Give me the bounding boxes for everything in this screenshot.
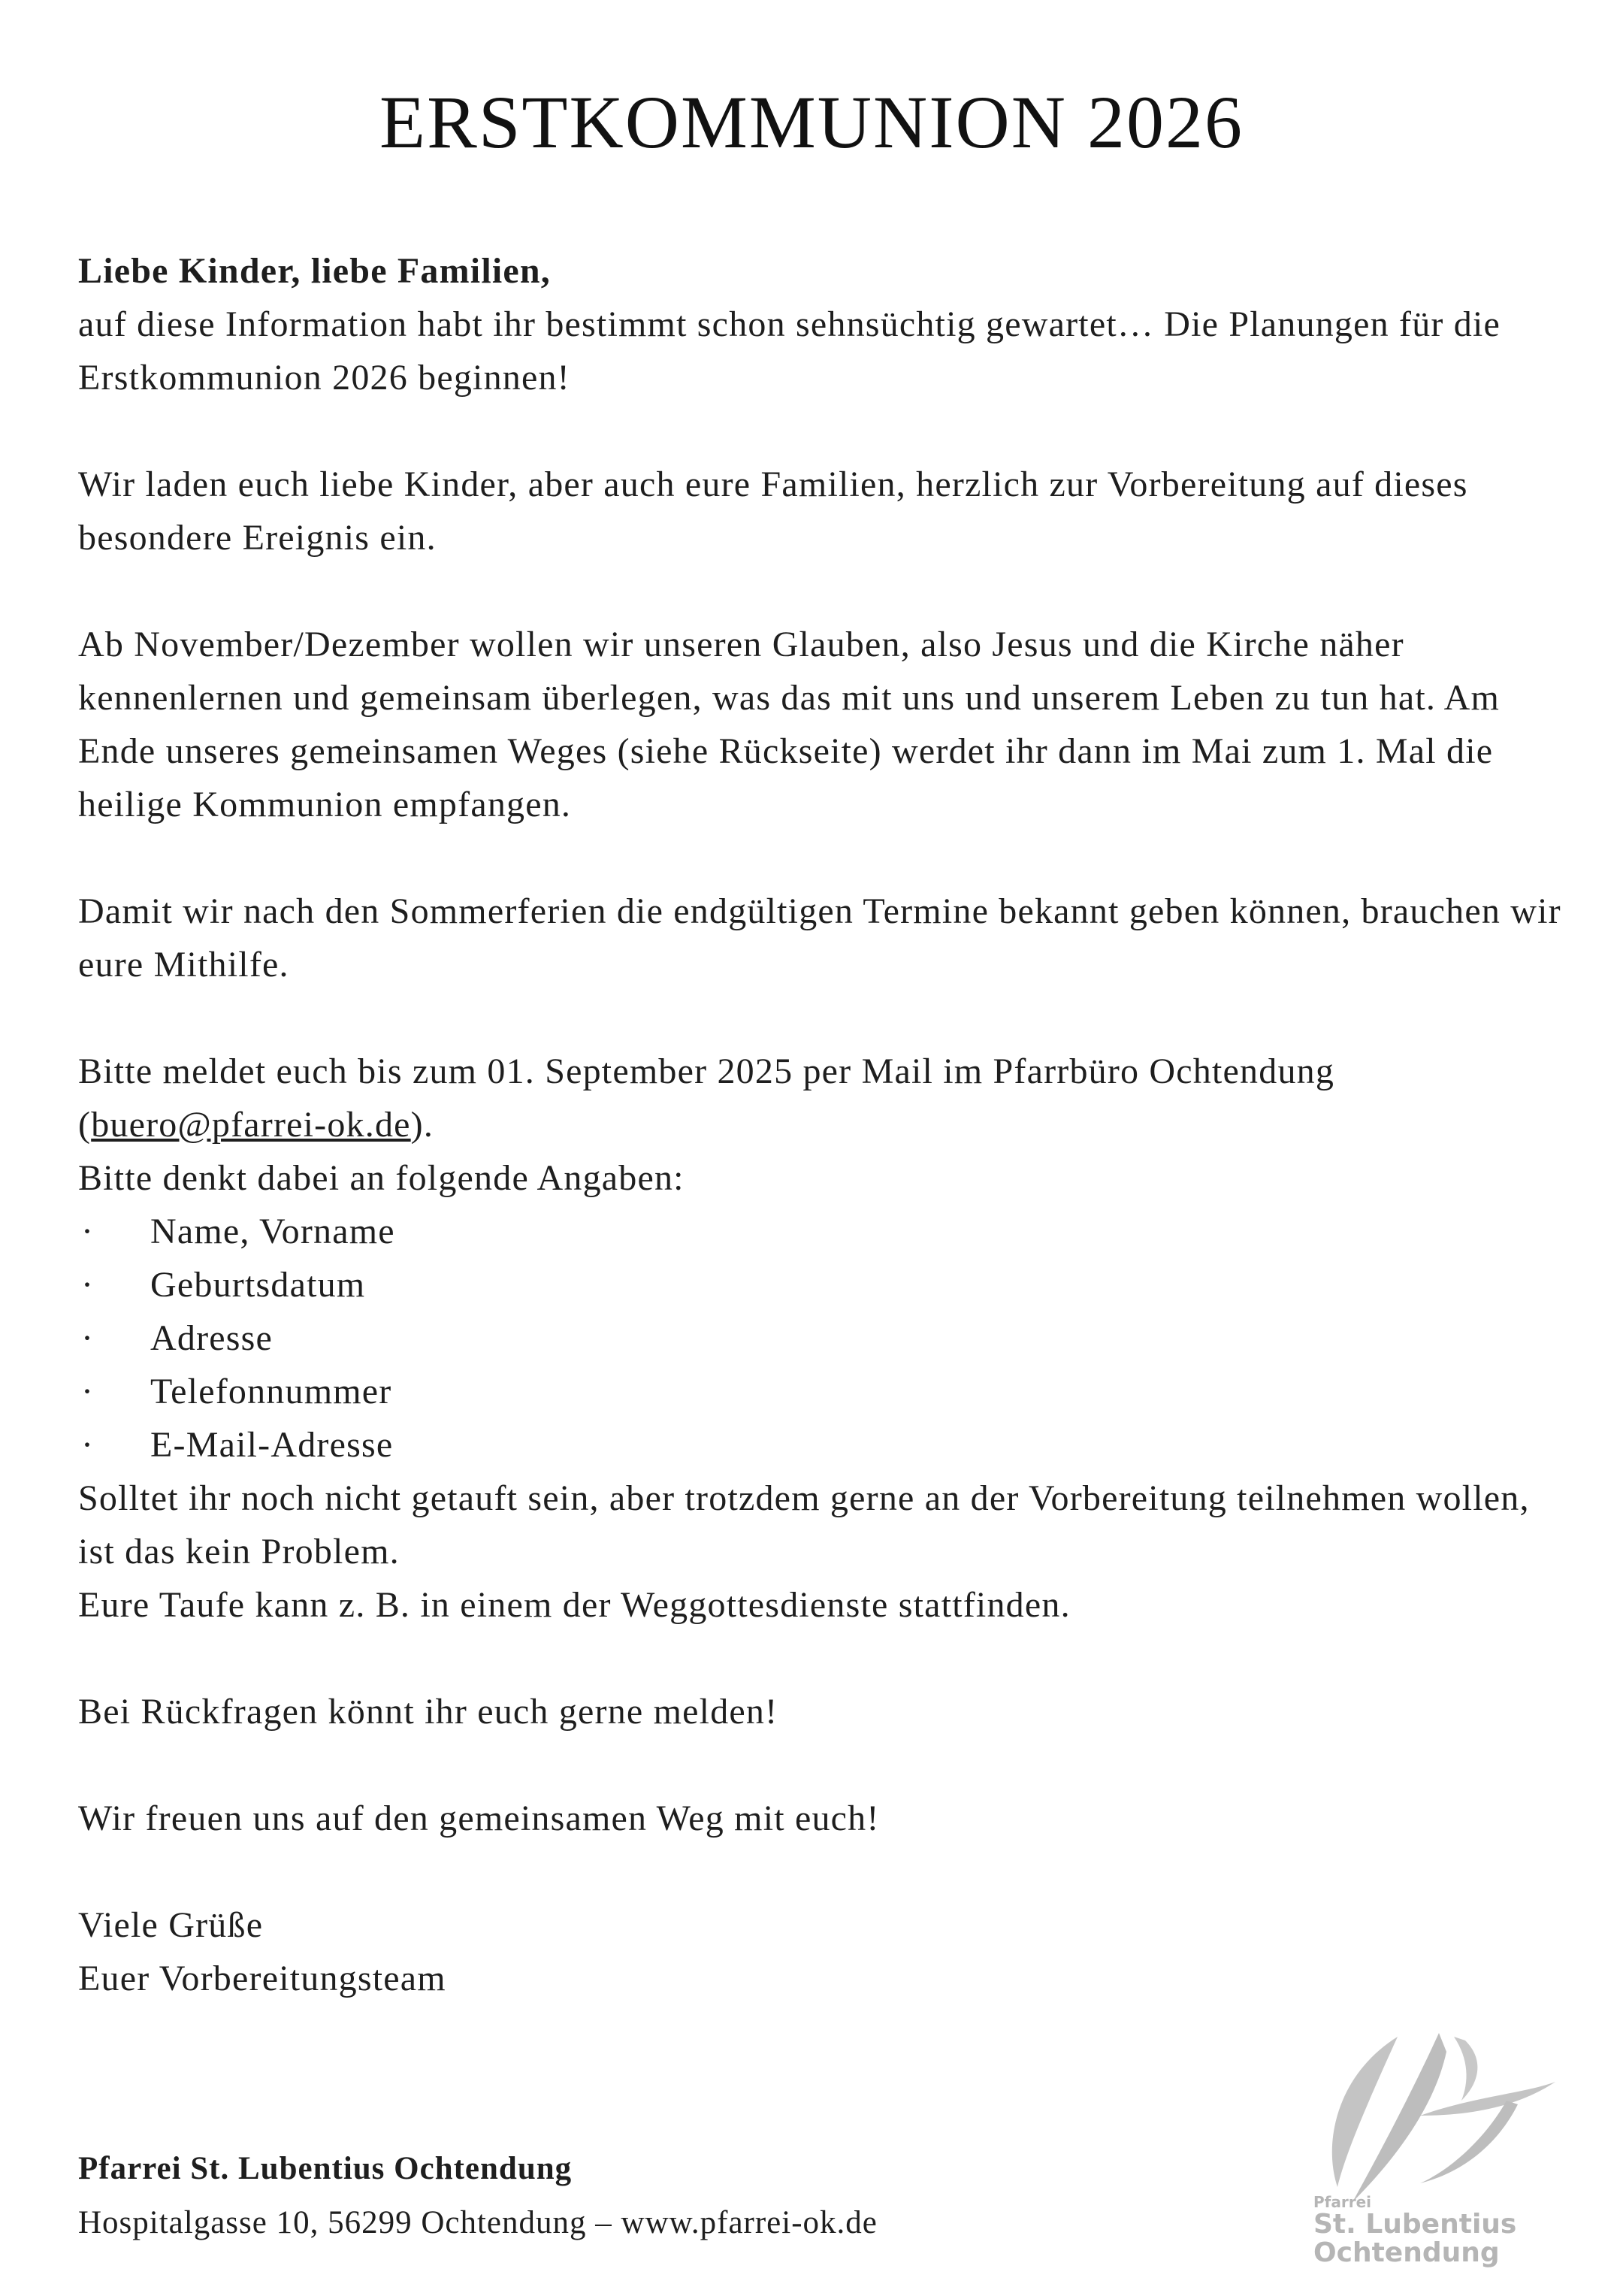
closing-line: Wir freuen uns auf den gemeinsamen Weg mit euch! bbox=[78, 1798, 880, 1838]
details-intro: Bitte denkt dabei an folgende Angaben: bbox=[78, 1158, 685, 1198]
list-item: · Name, Vorname bbox=[81, 1212, 395, 1251]
regards-line: Viele Grüße bbox=[78, 1905, 264, 1945]
email-link[interactable]: buero@pfarrei-ok.de bbox=[91, 1105, 411, 1145]
logo-wordmark: Pfarrei St. Lubentius Ochtendung bbox=[1313, 2193, 1517, 2268]
invite-paragraph: Wir laden euch liebe Kinder, aber auch eure Familien, herzlich zur Vorbereitung auf dieses besondere Ereignis ein. bbox=[78, 464, 1468, 558]
footer-address: Hospitalgasse 10, 56299 Ochtendung – www.pfarrei-ok.de bbox=[78, 2205, 878, 2240]
footer-org: Pfarrei St. Lubentius Ochtendung bbox=[78, 2151, 573, 2186]
list-item: · Telefonnummer bbox=[81, 1372, 392, 1411]
baptism-paragraph: Solltet ihr noch nicht getauft sein, aber trotzdem gerne an der Vorbereitung teilnehmen wollen, ist das kein Problem. bbox=[78, 1478, 1530, 1572]
register-paragraph: Bitte meldet euch bis zum 01. September 2025 per Mail im Pfarrbüro Ochtendung (buero@pfarrei-ok.de). bbox=[78, 1051, 1335, 1145]
details-list bbox=[78, 1205, 1573, 1472]
list-item: · E-Mail-Adresse bbox=[81, 1425, 394, 1465]
list-item: · Geburtsdatum bbox=[81, 1265, 366, 1305]
letter-body bbox=[78, 244, 1573, 2005]
greeting: Liebe Kinder, liebe Familien, bbox=[78, 251, 552, 291]
footer bbox=[78, 2142, 1280, 2250]
page-title: ERSTKOMMUNION 2026 bbox=[379, 80, 1244, 164]
list-item: · Adresse bbox=[81, 1318, 274, 1358]
journey-paragraph: Ab November/Dezember wollen wir unseren Glauben, also Jesus und die Kirche näher kennenlernen und gemeinsam überlegen, was das mit uns und unserem Leben zu tun hat. Am Ende unseres gemeinsamen Weges (siehe Rückseite) werdet ihr dann im Mai zum 1. Mal die heilige Kommunion empfangen. bbox=[78, 625, 1501, 824]
help-paragraph: Damit wir nach den Sommerferien die endgültigen Termine bekannt geben können, brauchen wir eure Mithilfe. bbox=[78, 891, 1561, 985]
questions-line: Bei Rückfragen könnt ihr euch gerne melden! bbox=[78, 1692, 778, 1732]
baptism-note: Eure Taufe kann z. B. in einem der Weggottesdienste stattfinden. bbox=[78, 1585, 1071, 1625]
signature-line: Euer Vorbereitungsteam bbox=[78, 1959, 446, 1998]
intro-paragraph: auf diese Information habt ihr bestimmt schon sehnsüchtig gewartet… Die Planungen für die Erstkommunion 2026 beginnen! bbox=[78, 304, 1501, 398]
register-text: Bitte meldet euch bis zum 01. September 2025 per Mail im Pfarrbüro Ochtendung bbox=[78, 1051, 1335, 1091]
